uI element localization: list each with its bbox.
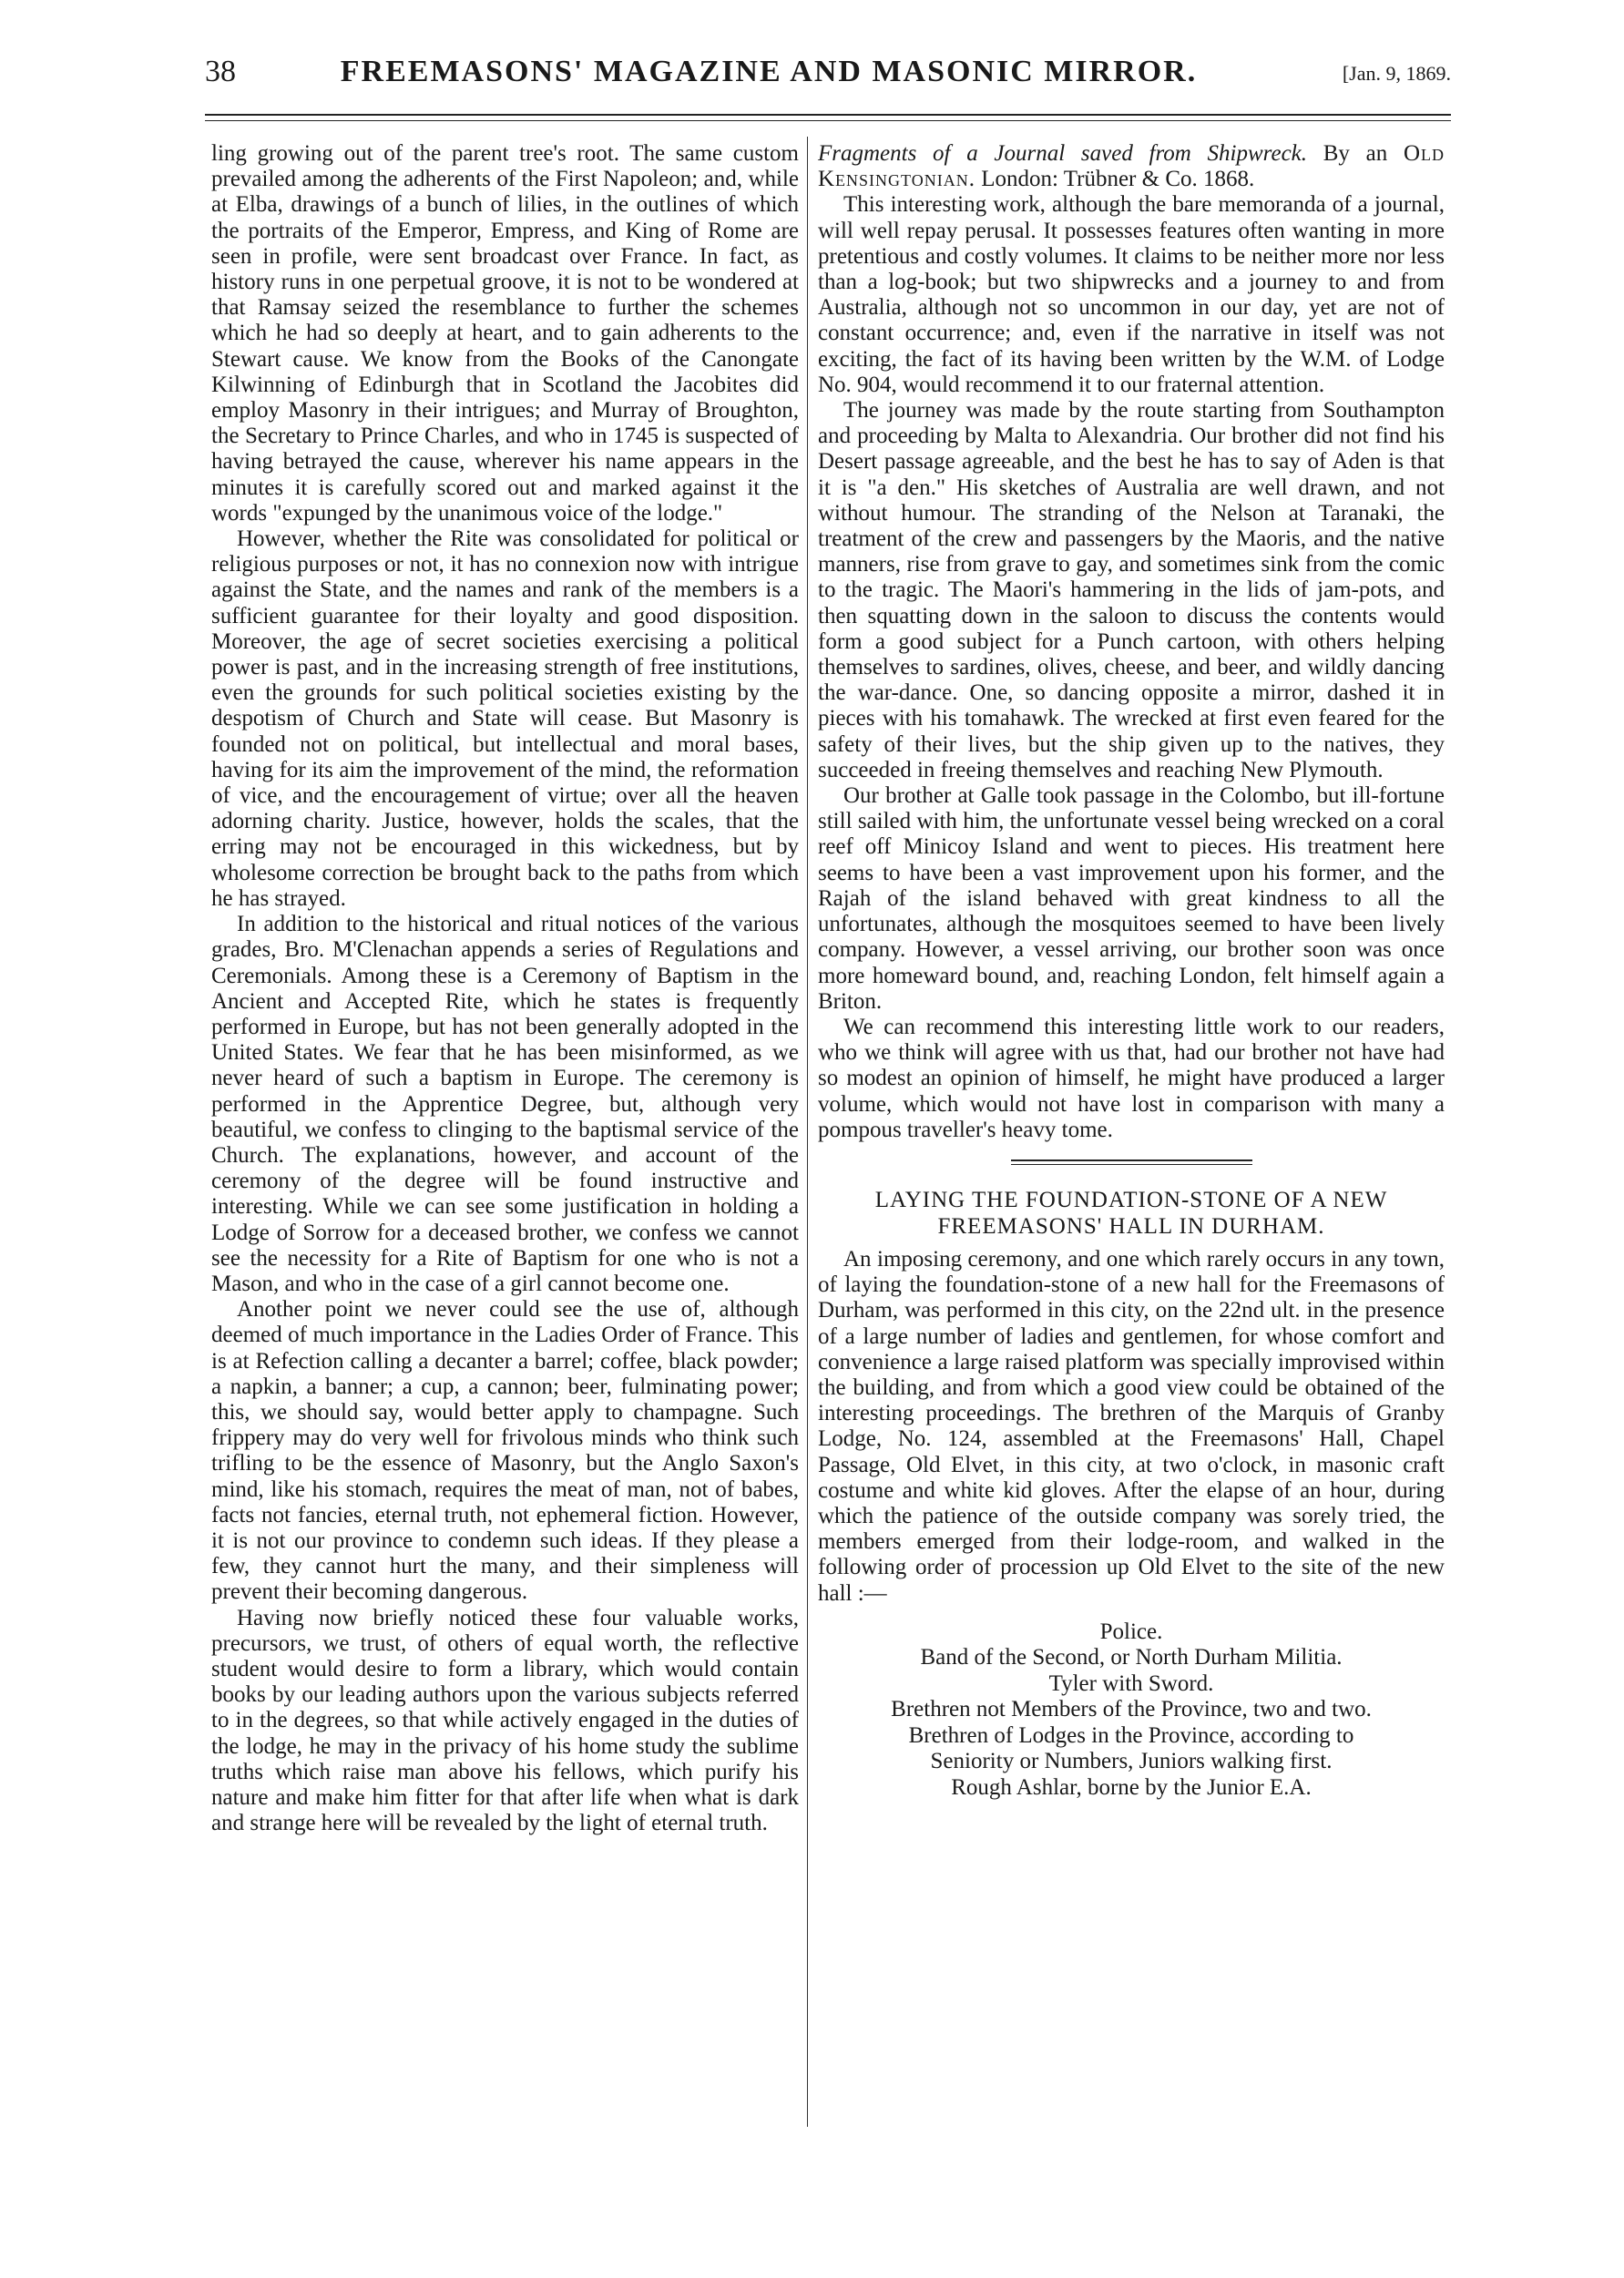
- article-heading: [818, 1187, 1445, 1240]
- review-paragraph-1: This interesting work, although the bare memoranda of a journal, will well repay perusal. It possesses features often wanting in more pretentious and costly volumes. It claims to be neither more nor less than a log-book; but two shipwrecks and a journey to and from Australia, although not so uncommon in our day, yet are not of constant occurrence; and, even if the narrative in itself was not exciting, the fact of its having been written by the W.M. of Lodge No. 904, would recommend it to our fraternal attention.: [818, 192, 1445, 397]
- procession-item: Band of the Second, or North Durham Militia.: [920, 1645, 1343, 1670]
- review-publisher: London: Trübner & Co. 1868.: [981, 167, 1255, 192]
- right-column: [818, 141, 1445, 1801]
- review-by: By an: [1323, 141, 1388, 166]
- procession-item: Brethren of Lodges in the Province, according to: [908, 1722, 1354, 1748]
- publication-title: FREEMASONS' MAGAZINE AND MASONIC MIRROR.: [340, 55, 1198, 88]
- article-heading-line-2: FREEMASONS' HALL IN DURHAM.: [937, 1213, 1325, 1239]
- article-paragraph: An imposing ceremony, and one which rarely occurs in any town, of laying the foundation-stone of a new hall for the Freemasons of Durham, was performed in this city, on the 22nd ult. in the presence of a large number of ladies and gentlemen, for whose comfort and convenience a large raised platform was specially improvised within the building, and from which a good view could be obtained of the interesting proceedings. The brethren of the Marquis of Granby Lodge, No. 124, assembled at the Freemasons' Hall, Chapel Passage, Old Elvet, in this city, at two o'clock, in masonic craft costume and white kid gloves. After the elapse of an hour, during which the patience of the outside company was sorely tried, the members emerged from their lodge-room, and walked in the following order of procession up Old Elvet to the site of the new hall :—: [818, 1246, 1445, 1606]
- left-column: [211, 141, 799, 1836]
- left-paragraph-1: ling growing out of the parent tree's root. The same custom prevailed among the adherents of the First Napoleon; and, while at Elba, drawings of a bunch of lilies, in the outlines of which the portraits of the Emperor, Empress, and King of Rome are seen in profile, were sent broadcast over France. In fact, as history runs in one perpetual groove, it is not to be wondered at that Ramsay seized the resemblance to further the schemes which he had so deeply at heart, and to gain adherents to the Stewart cause. We know from the Books of the Canongate Kilwinning of Edinburgh that in Scotland the Jacobites did employ Masonry in their intrigues; and Murray of Broughton, the Secretary to Prince Charles, and who in 1745 is suspected of having betrayed the cause, wherever his name appears in the minutes it is carefully scored out and marked against it the words "expunged by the unanimous voice of the lodge.": [211, 141, 799, 526]
- procession-item: Seniority or Numbers, Juniors walking first.: [930, 1749, 1333, 1774]
- procession-item: Police.: [1099, 1619, 1163, 1644]
- review-title: Fragments of a Journal saved from Shipwreck.: [818, 141, 1308, 166]
- column-divider: [807, 137, 808, 2127]
- procession-item: Tyler with Sword.: [1048, 1670, 1214, 1696]
- section-separator: [1011, 1159, 1252, 1165]
- procession-item: Brethren not Members of the Province, two and two.: [891, 1697, 1372, 1722]
- issue-date: [Jan. 9, 1869.: [1342, 62, 1451, 85]
- left-paragraph-2: However, whether the Rite was consolidated for political or religious purposes or not, it has no connexion now with intrigue against the State, and the names and rank of the members is a sufficient guarantee for their loyalty and good disposition. Moreover, the age of secret societies exercising a political power is past, and in the increasing strength of free institutions, even the grounds for such political societies existing by the despotism of Church and State will cease. But Masonry is founded not on political, but intellectual and moral bases, having for its aim the improvement of the mind, the reformation of vice, and the encouragement of virtue; over all the heaven adorning charity. Justice, however, holds the scales, that the erring may not be encouraged in this wickedness, but by wholesome correction be brought back to the paths from which he has strayed.: [211, 526, 799, 911]
- left-paragraph-3: In addition to the historical and ritual notices of the various grades, Bro. M'Clenachan appends a series of Regulations and Ceremonials. Among these is a Ceremony of Baptism in the Ancient and Accepted Rite, which he states is frequently performed in Europe, but has not been generally adopted in the United States. We fear that he has been misinformed, as we never heard of such a baptism in Europe. The ceremony is performed in the Apprentice Degree, but, although very beautiful, we confess to clinging to the baptismal service of the Church. The explanations, however, and account of the ceremony of the degree will be found instructive and interesting. While we can see some justification in holding a Lodge of Sorrow for a deceased brother, we confess we cannot see the necessity for a Rite of Baptism for one who is not a Mason, and who in the case of a girl cannot become one.: [211, 912, 799, 1296]
- masthead-rule-thick: [205, 114, 1451, 116]
- page-number: 38: [205, 55, 236, 88]
- review-paragraph-4: We can recommend this interesting little work to our readers, who we think will agree with us that, had our brother not have had so modest an opinion of himself, he might have produced a larger volume, which would not have lost in comparison with many a pompous traveller's heavy tome.: [818, 1014, 1445, 1142]
- procession-list: [818, 1619, 1445, 1802]
- left-paragraph-5: Having now briefly noticed these four valuable works, precursors, we trust, of others of equal worth, the reflective student would desire to form a library, which would contain books by our leading authors upon the various subjects referred to in the degrees, so that while actively engaged in the duties of the lodge, he may in the privacy of his home study the sublime truths which raise man above his fellows, which purify his nature and make him fitter for that after life when what is dark and strange here will be revealed by the light of eternal truth.: [211, 1605, 799, 1836]
- left-paragraph-4: Another point we never could see the use of, although deemed of much importance in the Ladies Order of France. This is at Refection calling a decanter a barrel; coffee, black powder; a napkin, a banner; a cup, a cannon; beer, fulminating power; this, we should say, would better apply to champagne. Such frippery may do very well for frivolous minds who think such trifling to be the essence of Masonry, but the Anglo Saxon's mind, like his stomach, requires the meat of man, not of babes, facts not fancies, eternal truth, not ephemeral fiction. However, it is not our province to condemn such ideas. If they please a few, they cannot hurt the many, and their simpleness will prevent their becoming dangerous.: [211, 1297, 799, 1605]
- review-paragraph-2: The journey was made by the route starting from Southampton and proceeding by Malta to Alexandria. Our brother did not find his Desert passage agreeable, and the best he has to say of Aden is that it is "a den." His sketches of Australia are well drawn, and not without humour. The stranding of the Nelson at Taranaki, the treatment of the crew and passengers by the Maoris, and the native manners, rise from grave to gay, and sometimes sink from the comic to the tragic. The Maori's hammering in the lids of jam-pots, and then squatting down in the saloon to discuss the contents would form a good subject for a Punch cartoon, with others helping themselves to sardines, olives, cheese, and beer, and wildly dancing the war-dance. One, so dancing opposite a mirror, dashed it in pieces with his tomahawk. The wrecked at first even feared for the safety of their lives, but the ship given up to the natives, they succeeded in freeing themselves and reaching New Plymouth.: [818, 398, 1445, 782]
- review-author: Old Kensingtonian.: [818, 141, 1445, 192]
- review-paragraph-3: Our brother at Galle took passage in the Colombo, but ill-fortune still sailed with him, the unfortunate vessel being wrecked on a coral reef off Minicoy Island and went to pieces. His treatment here seems to have been a vast improvement upon his former, and the Rajah of the island behaved with great kindness to all the unfortunates, although the mosquitoes seemed to have been lively company. However, a vessel arriving, our brother soon was once more homeward bound, and, reaching London, felt himself again a Briton.: [818, 783, 1445, 1014]
- procession-item: Rough Ashlar, borne by the Junior E.A.: [951, 1774, 1312, 1800]
- article-heading-line-1: LAYING THE FOUNDATION-STONE OF A NEW: [874, 1187, 1388, 1212]
- review-citation: [818, 141, 1445, 192]
- masthead: [205, 55, 1451, 100]
- masthead-rule-thin: [205, 120, 1451, 121]
